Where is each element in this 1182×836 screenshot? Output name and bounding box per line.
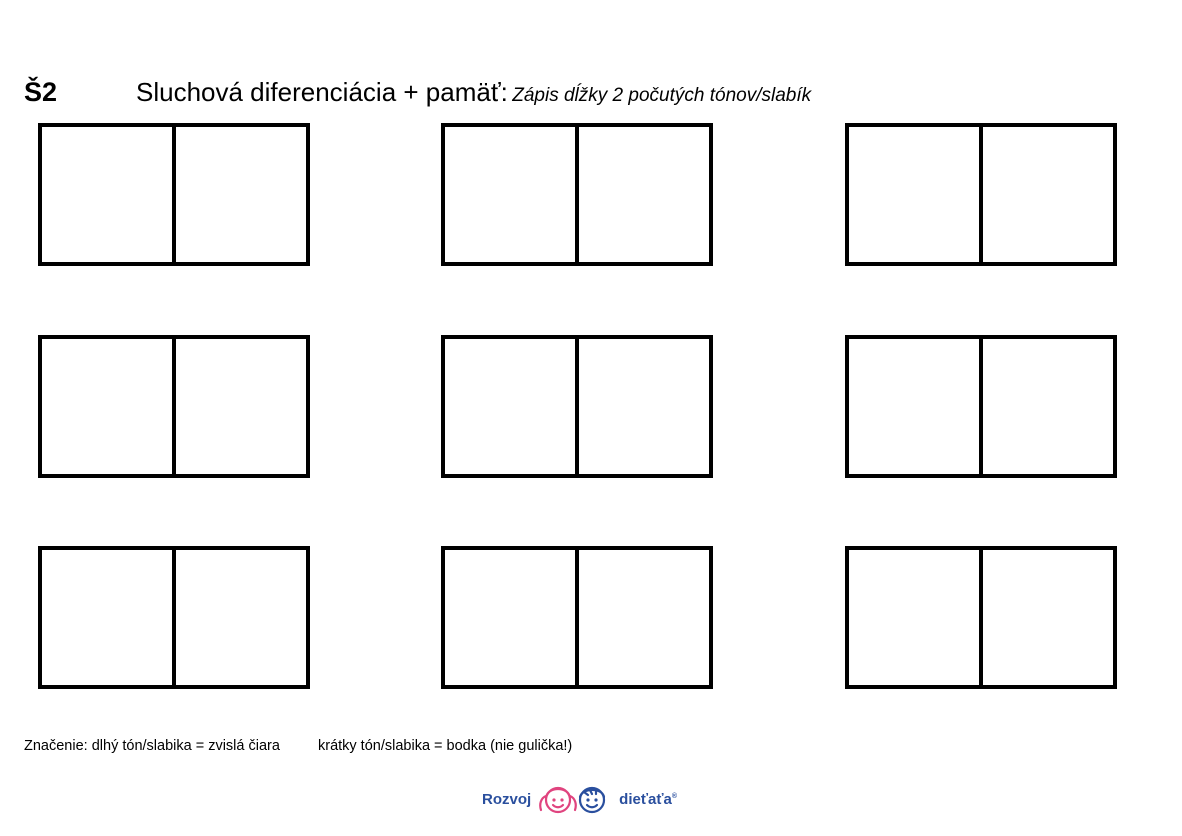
children-faces-icon xyxy=(535,780,615,818)
answer-box xyxy=(979,335,1117,478)
answer-box xyxy=(845,335,983,478)
answer-box xyxy=(441,546,579,689)
answer-pair xyxy=(38,123,310,266)
answer-box xyxy=(38,123,176,266)
worksheet-title-line xyxy=(136,74,811,115)
answer-box xyxy=(172,123,310,266)
legend xyxy=(24,738,572,754)
answer-pair xyxy=(845,546,1117,689)
answer-box xyxy=(575,546,713,689)
worksheet-code: Š2 xyxy=(24,77,58,107)
answer-pair xyxy=(441,123,713,266)
worksheet-title: Sluchová diferenciácia + pamäť: xyxy=(136,77,508,107)
legend-prefix: Značenie: xyxy=(24,738,88,754)
legend-long: dlhý tón/slabika = zvislá čiara xyxy=(91,738,280,754)
answer-pair xyxy=(845,335,1117,478)
answer-pair xyxy=(38,335,310,478)
answer-pair xyxy=(441,335,713,478)
brand-word-right xyxy=(619,791,677,808)
answer-box xyxy=(979,123,1117,266)
answer-box xyxy=(38,546,176,689)
answer-box xyxy=(575,335,713,478)
answer-box xyxy=(38,335,176,478)
answer-grid xyxy=(38,123,1120,689)
answer-box xyxy=(172,335,310,478)
brand-word-right-text: dieťaťa xyxy=(619,790,672,808)
worksheet-subtitle: Zápis dĺžky 2 počutých tónov/slabík xyxy=(512,85,812,106)
answer-box xyxy=(575,123,713,266)
answer-pair xyxy=(38,546,310,689)
worksheet-heading xyxy=(24,74,1154,114)
brand-word-left: Rozvoj xyxy=(482,790,532,808)
answer-pair xyxy=(845,123,1117,266)
answer-pair xyxy=(441,546,713,689)
answer-box xyxy=(441,335,579,478)
brand-mark: ® xyxy=(671,792,678,800)
answer-box xyxy=(172,546,310,689)
answer-box xyxy=(979,546,1117,689)
answer-box xyxy=(845,546,983,689)
legend-short: krátky tón/slabika = bodka (nie gulička!) xyxy=(317,738,573,754)
brand-logo xyxy=(482,779,677,819)
answer-box xyxy=(441,123,579,266)
answer-box xyxy=(845,123,983,266)
